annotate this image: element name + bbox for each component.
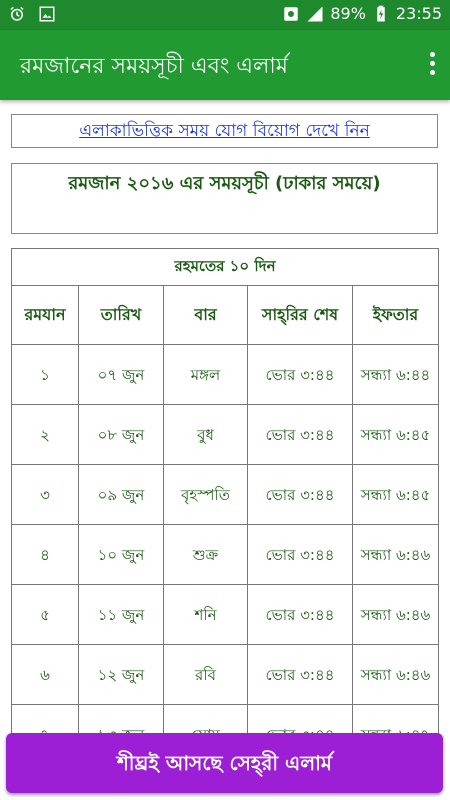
table-row (12, 405, 439, 465)
signal-icon (306, 5, 324, 23)
schedule-title: রমজান ২০১৬ এর সময়সূচী (ঢাকার সময়ে) (11, 163, 438, 234)
app-title: রমজানের সময়সূচী এবং এলার্ম (20, 54, 289, 79)
table-row (12, 645, 439, 705)
cell-day: বৃহস্পতি (164, 465, 248, 525)
cell-date: ০৮ জুন (79, 405, 164, 465)
cell-iftar: সন্ধ্যা ৬:৪৬ (353, 525, 439, 585)
cell-day: শুক্র (164, 525, 248, 585)
cell-iftar: সন্ধ্যা ৬:৪৬ (353, 645, 439, 705)
battery-percent: 89% (330, 4, 366, 23)
header-sehri-end: সাহ্‌রির শেষ (248, 286, 353, 345)
cell-date: ১০ জুন (79, 525, 164, 585)
more-vert-icon[interactable] (428, 52, 436, 78)
header-day: বার (164, 286, 248, 345)
cell-sehri: ভোর ৩:৪৪ (248, 585, 353, 645)
table-caption: রহমতের ১০ দিন (12, 249, 439, 286)
cell-day: রবি (164, 645, 248, 705)
cell-sehri: ভোর ৩:৪৪ (248, 645, 353, 705)
cell-ramadan: ৬ (12, 645, 79, 705)
cell-sehri: ভোর ৩:৪৪ (248, 405, 353, 465)
cell-sehri: ভোর ৩:৪৪ (248, 465, 353, 525)
table-row (12, 525, 439, 585)
cell-day: বুধ (164, 405, 248, 465)
cell-ramadan: ৩ (12, 465, 79, 525)
cell-ramadan: ১ (12, 345, 79, 405)
header-date: তারিখ (79, 286, 164, 345)
cell-iftar: সন্ধ্যা ৬:৪৫ (353, 405, 439, 465)
table-header-row (12, 286, 439, 345)
cell-date: ১১ জুন (79, 585, 164, 645)
status-time: 23:55 (395, 4, 442, 23)
area-time-link-box (11, 114, 438, 148)
battery-charging-icon (372, 5, 390, 23)
table-row (12, 345, 439, 405)
cell-iftar: সন্ধ্যা ৬:৪৫ (353, 465, 439, 525)
schedule-table (11, 248, 439, 765)
alarm-icon (8, 5, 26, 23)
schedule-table-container[interactable] (11, 248, 438, 726)
cell-ramadan: ৪ (12, 525, 79, 585)
cell-sehri: ভোর ৩:৪৪ (248, 525, 353, 585)
table-row (12, 465, 439, 525)
cell-day: শনি (164, 585, 248, 645)
header-ramadan: রমযান (12, 286, 79, 345)
app-bar (0, 30, 450, 100)
status-bar (0, 0, 450, 30)
cell-date: ০৯ জুন (79, 465, 164, 525)
cell-sehri: ভোর ৩:৪৪ (248, 345, 353, 405)
cell-date: ১২ জুন (79, 645, 164, 705)
header-iftar: ইফতার (353, 286, 439, 345)
cell-ramadan: ২ (12, 405, 79, 465)
cell-date: ০৭ জুন (79, 345, 164, 405)
cell-iftar: সন্ধ্যা ৬:৪৪ (353, 345, 439, 405)
cell-iftar: সন্ধ্যা ৬:৪৬ (353, 585, 439, 645)
vpn-key-icon (282, 5, 300, 23)
table-row (12, 585, 439, 645)
coming-soon-sehri-alarm-button[interactable]: শীঘ্রই আসছে সেহ্‌রী এলার্ম (6, 733, 443, 793)
area-time-adjust-link[interactable]: এলাকাভিত্তিক সময় যোগ বিয়োগ দেখে নিন (79, 121, 370, 141)
image-icon (38, 5, 56, 23)
cell-ramadan: ৫ (12, 585, 79, 645)
cell-day: মঙ্গল (164, 345, 248, 405)
